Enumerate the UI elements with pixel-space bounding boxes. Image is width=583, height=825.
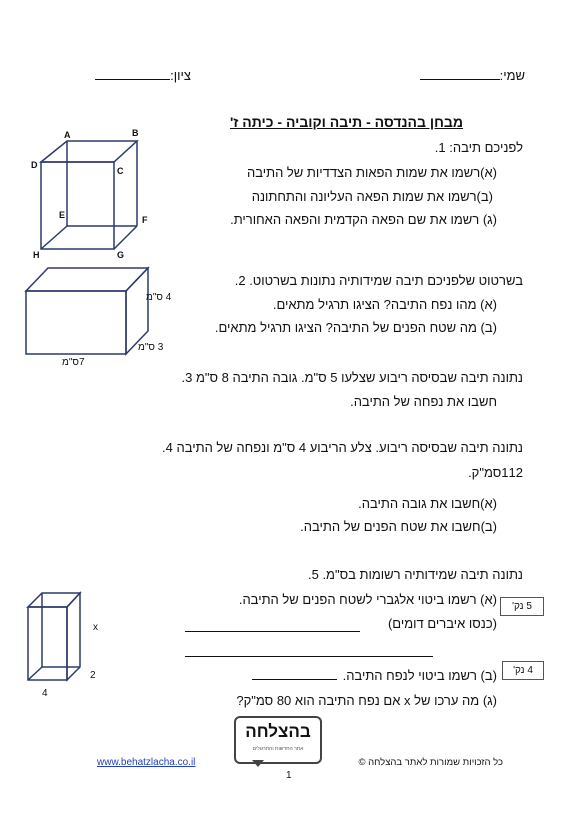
name-field[interactable] bbox=[420, 68, 525, 83]
q1-part-c: (ג) רשמו את שם הפאה הקדמית והפאה האחורית. bbox=[230, 212, 497, 227]
name-label: שמי: bbox=[499, 68, 525, 83]
q5-answer-line-2[interactable] bbox=[185, 656, 433, 657]
page-title: מבחן בהנדסה - תיבה וקוביה - כיתה ז' bbox=[229, 114, 463, 130]
q5-points-a-badge: 5 נק' bbox=[500, 597, 544, 616]
q1-part-a: (א)רשמו את שמות הפאות הצדדיות של התיבה bbox=[246, 165, 497, 180]
grade-blank[interactable] bbox=[95, 79, 170, 80]
tall-box-diagram bbox=[28, 593, 80, 680]
vertex-label-a: A bbox=[64, 130, 71, 140]
grade-label: ציון: bbox=[170, 68, 191, 83]
q5-dim-4: 4 bbox=[42, 688, 48, 699]
q3-text: נתונה תיבה שבסיסה ריבוע שצלעו 5 ס"מ. גובה התיבה 8 ס"מ bbox=[195, 370, 523, 385]
name-blank[interactable] bbox=[420, 79, 500, 80]
q5-part-b-line bbox=[252, 668, 497, 683]
q5-dim-x: x bbox=[93, 622, 98, 633]
q4-text: נתונה תיבה שבסיסה ריבוע. צלע הריבוע 4 ס"מ ונפחה של התיבה bbox=[176, 440, 523, 455]
q1-number: 1. bbox=[434, 140, 446, 155]
q5-part-a-note: (כנסו איברים דומים) bbox=[387, 616, 497, 631]
logo-text: בהצלחה bbox=[245, 722, 311, 741]
page-number: 1 bbox=[286, 770, 292, 781]
q5-answer-line-1[interactable] bbox=[185, 631, 360, 632]
q3-line1 bbox=[181, 370, 523, 385]
q5-part-a: (א) רשמו ביטוי אלגברי לשטח הפנים של התיבה. bbox=[238, 592, 497, 607]
q3-number: 3. bbox=[181, 370, 193, 385]
q2-part-a: (א) מהו נפח התיבה? הציגו תרגיל מתאים. bbox=[272, 297, 497, 312]
q4-part-b: (ב)חשבו את שטח הפנים של התיבה. bbox=[300, 519, 497, 534]
q2-intro: בשרטוט שלפניכם תיבה שמידותיה נתונות בשרטוט. bbox=[249, 273, 523, 288]
q2-number: 2. bbox=[234, 273, 246, 288]
vertex-label-b: B bbox=[132, 128, 139, 138]
vertex-label-f: F bbox=[142, 215, 148, 225]
vertex-label-d: D bbox=[31, 160, 38, 170]
grade-field[interactable] bbox=[95, 68, 191, 83]
logo-pointer bbox=[252, 760, 264, 767]
vertex-label-e: E bbox=[59, 210, 66, 220]
q5-number: 5. bbox=[307, 567, 319, 582]
q5-header bbox=[308, 567, 523, 582]
q2-part-b: (ב) מה שטח הפנים של התיבה? הציגו תרגיל מתאים. bbox=[214, 320, 497, 335]
q5-part-b-blank[interactable] bbox=[252, 679, 337, 680]
q5-dim-2: 2 bbox=[90, 670, 96, 681]
q5-intro: נתונה תיבה שמידותיה רשומות בס"מ. bbox=[322, 567, 523, 582]
logo bbox=[234, 716, 322, 764]
q2-dim-length: 7ס"מ bbox=[62, 357, 85, 368]
vertex-label-h: H bbox=[33, 250, 40, 260]
q5-part-c: (ג) מה ערכו של x אם נפח התיבה הוא 80 סמ"ק? bbox=[236, 693, 497, 708]
q5-part-b: (ב) רשמו ביטוי לנפח התיבה. bbox=[342, 668, 497, 683]
q4-line1 bbox=[162, 440, 523, 455]
q2-header bbox=[235, 273, 523, 288]
q4-number: 4. bbox=[161, 440, 173, 455]
website-link[interactable]: www.behatzlacha.co.il bbox=[97, 757, 196, 768]
q2-dim-depth: 3 ס"מ bbox=[138, 342, 164, 353]
vertex-label-g: G bbox=[117, 250, 125, 260]
q4-line2: 112סמ"ק. bbox=[468, 465, 523, 480]
cube-top-face bbox=[41, 141, 137, 162]
q2-dim-height: 4 ס"מ bbox=[146, 292, 172, 303]
q1-intro: לפניכם תיבה: bbox=[449, 140, 523, 155]
box-diagram bbox=[26, 268, 148, 354]
logo-subtitle: אתר החדשות והתרגולים bbox=[252, 746, 304, 752]
q1-part-b: (ב)רשמו את שמות הפאה העליונה והתחתונה bbox=[251, 189, 493, 204]
q5-points-b-badge: 4 נק' bbox=[502, 661, 544, 680]
q1-header bbox=[435, 140, 523, 155]
copyright: כל הזכויות שמורות לאתר בהצלחה © bbox=[358, 757, 503, 768]
q3-line2: חשבו את נפחה של התיבה. bbox=[350, 394, 497, 409]
cube-front-face bbox=[41, 162, 114, 249]
vertex-label-c: C bbox=[117, 166, 124, 176]
q4-part-a: (א)חשבו את גובה התיבה. bbox=[358, 496, 497, 511]
